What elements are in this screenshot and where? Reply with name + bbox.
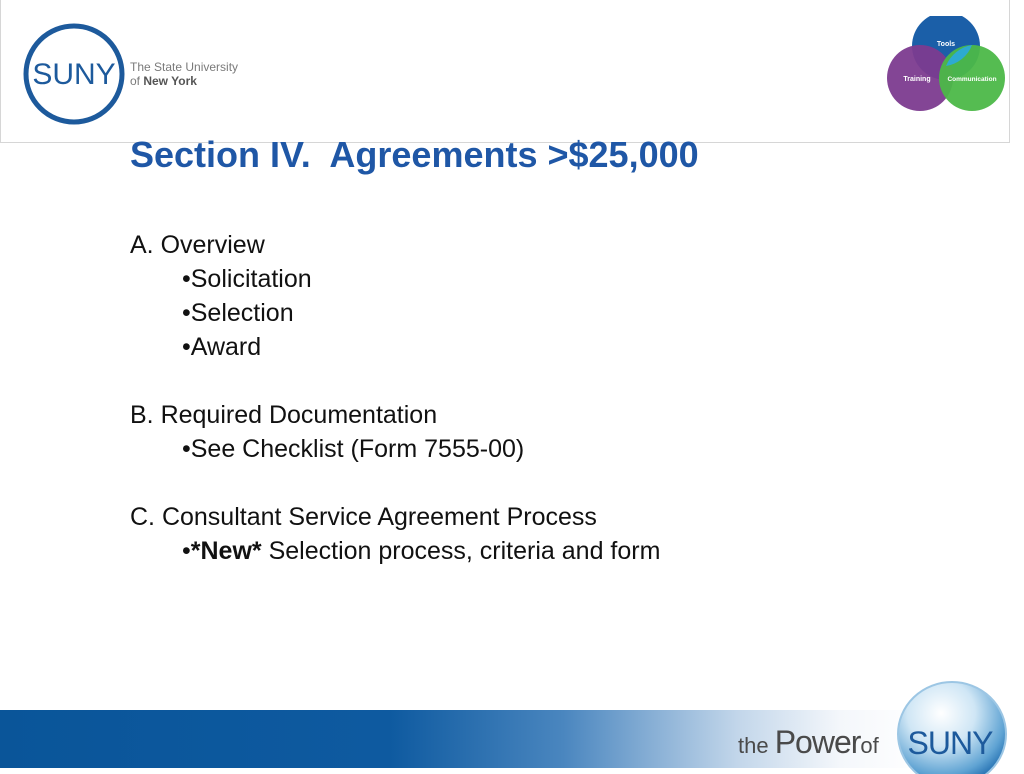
- slide-body: [130, 228, 660, 602]
- suny-orb-logo: [894, 678, 1014, 774]
- venn-label-communication: Communication: [947, 76, 997, 83]
- footer-of: of: [860, 733, 879, 758]
- bullet-item: [130, 534, 660, 568]
- orb-text: SUNY: [907, 725, 993, 761]
- suny-logo: [22, 22, 126, 126]
- bullet-prefix: •: [182, 537, 191, 565]
- suny-logo-text: SUNY: [32, 58, 116, 91]
- section-heading: C. Consultant Service Agreement Process: [130, 503, 597, 531]
- footer-power: Power: [774, 724, 861, 760]
- tagline-of: of: [130, 74, 144, 88]
- tools-training-communication-venn: [884, 16, 1008, 112]
- suny-tagline: [130, 60, 238, 88]
- venn-label-training: Training: [903, 76, 931, 83]
- section-overview: [130, 228, 660, 364]
- bullet-item: •Solicitation: [182, 265, 312, 293]
- tagline-line1: The State University: [130, 60, 239, 74]
- new-flag: *New*: [190, 537, 262, 565]
- power-of-suny-tagline: [738, 724, 879, 761]
- section-heading: A. Overview: [130, 231, 265, 259]
- bullet-text: Selection process, criteria and form: [261, 537, 661, 565]
- venn-label-tools: Tools: [936, 41, 956, 48]
- section-consultant-process: [130, 500, 660, 568]
- section-required-documentation: [130, 398, 660, 466]
- bullet-item: •See Checklist (Form 7555-00): [182, 435, 525, 463]
- slide-title: Section IV. Agreements >$25,000: [130, 134, 699, 175]
- footer-the: the: [738, 733, 775, 758]
- section-heading: B. Required Documentation: [130, 401, 438, 429]
- tagline-line2: New York: [143, 74, 197, 88]
- tagline-line2-wrap: [130, 74, 238, 88]
- bullet-item: •Selection: [182, 299, 294, 327]
- bullet-item: •Award: [182, 333, 262, 361]
